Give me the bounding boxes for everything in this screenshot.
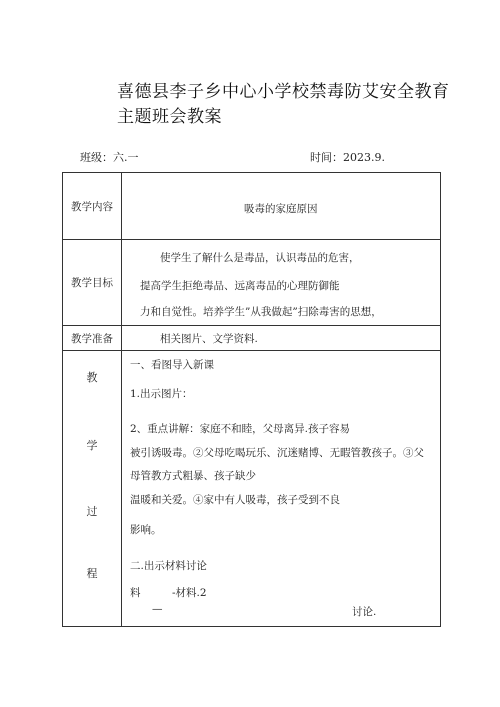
process-line: 温暖和关爱。④家中有人吸毒，孩子受到不良 (130, 494, 340, 506)
table-row (63, 173, 441, 240)
table-row (63, 351, 441, 627)
process-cell (122, 351, 441, 627)
title-line-1: 喜德县李子乡中心小学校禁毒防艾安全教育 (117, 82, 450, 102)
goal-line-1: 使学生了解什么是毒品，认识毒品的危害， (160, 252, 360, 264)
page-title (117, 80, 457, 130)
process-char: 学 (86, 439, 98, 452)
class-info: 班级：六.一 (80, 151, 139, 164)
process-line: 2、重点讲解：家庭不和睦，父母离异.孩子容易 (130, 423, 351, 435)
process-line: — (152, 603, 163, 615)
prep-value: 相关图片、文学资料. (160, 333, 258, 345)
goal-cell (122, 240, 441, 326)
process-line: 母管教方式粗暴、孩子缺少 (130, 470, 256, 482)
process-line: 一、看图导入新课 (130, 359, 214, 371)
goal-line-3: 力和自觉性。培养学生”从我做起”扫除毒害的思想， (140, 306, 382, 318)
content-label: 教学内容 (63, 173, 122, 240)
process-line: 被引诱吸毒。②父母吃喝玩乐、沉迷赌博、无暇管教孩子。③父 (130, 447, 424, 459)
process-char: 教 (86, 371, 98, 384)
lesson-plan-table (62, 172, 441, 627)
process-line: 二.出示材料讨论 (130, 560, 207, 572)
process-line: 1.出示图片： (130, 388, 193, 400)
goal-label: 教学目标 (63, 240, 122, 326)
title-line-2: 主题班会教案 (117, 107, 222, 127)
prep-label: 教学准备 (63, 326, 122, 351)
goal-line-2: 提高学生拒绝毒品、远离毒品的心理防御能 (140, 280, 340, 292)
time-info: 时间：2023.9. (310, 151, 385, 164)
process-label (63, 351, 122, 627)
table-row (63, 326, 441, 351)
content-value: 吸毒的家庭原因 (244, 203, 318, 215)
process-line: 料 -材料.2 (130, 587, 207, 599)
table-row (63, 240, 441, 326)
process-char: 程 (86, 567, 98, 580)
process-char: 过 (86, 505, 98, 518)
process-line: 讨论. (352, 606, 377, 618)
content-cell (122, 173, 441, 240)
process-line: 影响。 (130, 524, 162, 536)
prep-cell (122, 326, 441, 351)
